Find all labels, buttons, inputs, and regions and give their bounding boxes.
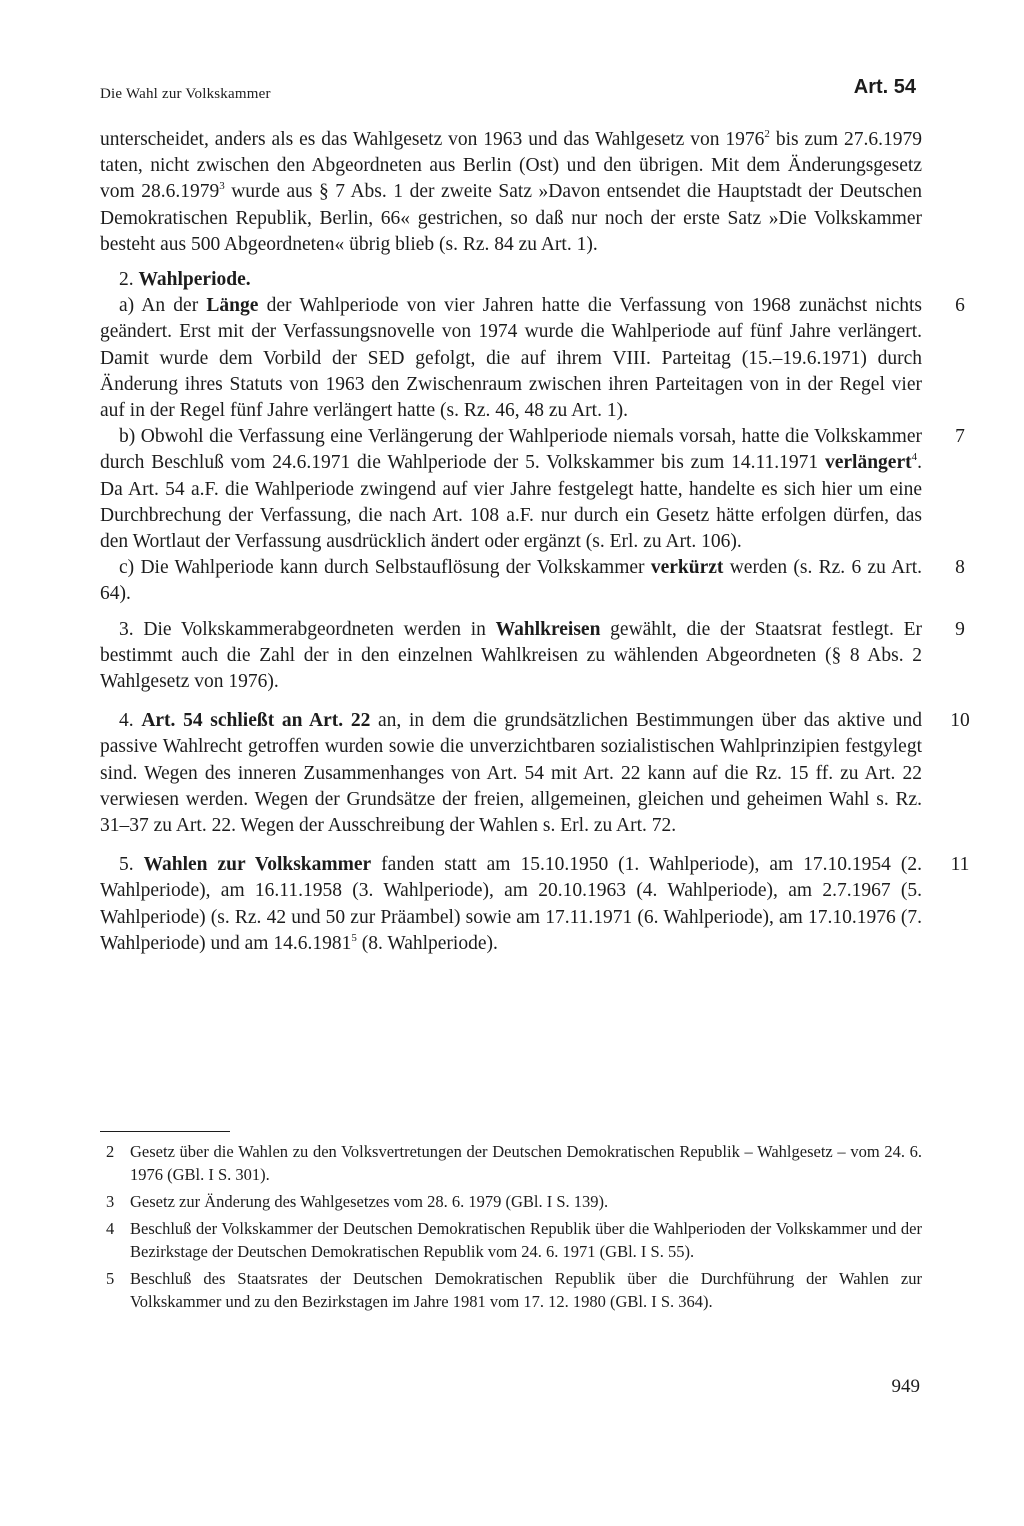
text-run: wurde aus § 7 Abs. 1 der zweite Satz »Davon entsendet die Hauptstadt der Deutschen Demokratischen Republik, Berlin, 66« gestrichen, so daß nur noch der erste Satz »Die Volkskammer besteht aus 500 Abgeordneten« übrig blieb (s. Rz. 84 zu Art. 1). — [100, 181, 923, 255]
footnotes — [100, 1140, 922, 1317]
body-text — [100, 127, 970, 957]
text-run: werden (s. Rz. 6 zu Art. 64). — [100, 557, 923, 605]
text-run: bis zum 27.6.1979 taten, nicht zwischen den Abgeordneten aus Berlin (Ost) und den übrigen. Mit dem Änderungsgesetz vom 28.6.1979 — [100, 129, 922, 203]
footnote-number: 4 — [106, 1219, 115, 1238]
footnote — [100, 1140, 922, 1186]
footnote-number: 5 — [106, 1269, 115, 1288]
text-run: b) Obwohl die Verfassung eine Verlängerung der Wahlperiode niemals vorsah, hatte die Volkskammer durch Beschluß vom 24.6.1971 die Wahlperiode der 5. Volkskammer bis zum 14.11.1971 — [100, 426, 922, 474]
text-run: fanden statt am 15.10.1950 (1. Wahlperiode), am 17.10.1954 (2. Wahlperiode), am 16.11.1958 (3. Wahlperiode), am 20.10.1963 (4. Wahlperiode), am 2.7.1967 (5. Wahlperiode) (s. Rz. 42 und 50 zur Präambel) sowie am 17.11.1971 (6. Wahlperiode), am 17.10.1976 (7. Wahlperiode) und am 14.6.1981 — [100, 854, 922, 954]
footnote-ref: 4 — [911, 451, 918, 464]
emphasis-text: Wahlkreisen — [495, 618, 601, 640]
text-run: 4. — [119, 710, 142, 732]
margin-number: 11 — [950, 854, 970, 876]
paragraph — [100, 617, 965, 696]
text-run: 2. — [119, 269, 139, 291]
emphasis-text: verkürzt — [650, 557, 724, 579]
text-run: c) Die Wahlperiode kann durch Selbstauflösung der Volkskammer — [119, 557, 651, 579]
paragraph — [100, 127, 922, 258]
margin-number: 9 — [955, 618, 965, 640]
emphasis-text: Wahlperiode. — [138, 269, 251, 291]
text-run: (8. Wahlperiode). — [356, 932, 498, 954]
footnote — [100, 1217, 922, 1263]
text-run: an, in dem die grundsätzlichen Bestimmungen über das aktive und passive Wahlrecht getroffen wurden sowie die unverzichtbaren sozialistischen Wahlprinzipien festgylegt sind. Wegen des inneren Zusammenhanges von Art. 54 mit Art. 22 kann auf die Rz. 15 ff. zu Art. 22 verwiesen werden. Wegen der Grundsätze der freien, allgemeinen, gleichen und geheimen Wahl s. Rz. 31–37 zu Art. 22. Wegen der Ausschreibung der Wahlen s. Erl. zu Art. 72. — [100, 710, 923, 837]
margin-number: 10 — [950, 710, 970, 732]
text-run: 3. Die Volkskammerabgeordneten werden in — [119, 618, 496, 640]
text-run: . Da Art. 54 a.F. die Wahlperiode zwingend auf vier Jahre festgelegt hatte, handelte es sich hier um eine Durchbrechung der Verfassung, die nach Art. 108 a.F. nur durch ein Gesetz hätte erfolgen dürfen, das den Wortlaut der Verfassung ausdrücklich ändert oder ergänzt (s. Erl. zu Art. 106). — [100, 452, 922, 553]
margin-number: 7 — [955, 426, 965, 448]
footnote-number: 2 — [106, 1142, 115, 1161]
footnote-text: Gesetz zur Änderung des Wahlgesetzes vom 28. 6. 1979 (GBl. I S. 139). — [130, 1192, 609, 1211]
emphasis-text: Länge — [206, 295, 259, 317]
emphasis-text: Art. 54 schließt an Art. 22 — [141, 710, 371, 732]
footnote-ref: 5 — [351, 931, 357, 944]
footnote-text: Beschluß des Staatsrates der Deutschen Demokratischen Republik über die Durchführung der Wahlen zur Volkskammer und zu den Bezirkstagen im Jahre 1981 vom 17. 12. 1980 (GBl. I S. 364). — [130, 1269, 922, 1311]
margin-number: 6 — [955, 295, 965, 317]
article-number: Art. 54 — [853, 76, 916, 98]
emphasis-text: verlängert — [824, 452, 912, 474]
paragraph — [100, 852, 970, 957]
paragraph — [100, 708, 970, 839]
text-run: gewählt, die der Staatsrat festlegt. Er bestimmt auch die Zahl der in den einzelnen Wahlkreisen zu wählenden Abgeordneten (§ 8 Abs. 2 Wahlgesetz von 1976). — [100, 618, 922, 693]
emphasis-text: Wahlen zur Volkskammer — [143, 854, 372, 876]
footnote-ref: 3 — [219, 180, 225, 193]
footnote-number: 3 — [106, 1192, 115, 1211]
text-run: der Wahlperiode von vier Jahren hatte die Verfassung von 1968 zunächst nichts geändert. Erst mit der Verfassungsnovelle von 1974 wurde die Wahlperiode auf fünf Jahre verlängert. Damit wurde dem Vorbild der SED gefolgt, die auf ihrem VIII. Parteitag (15.–19.6.1971) durch Änderung ihres Statuts von 1963 den Zwischenraum zwischen ihren Parteitagen von in der Regel vier auf in der Regel fünf Jahre verlängert hatte (s. Rz. 46, 48 zu Art. 1). — [100, 295, 922, 422]
paragraph — [100, 424, 965, 555]
text-run: 5. — [119, 854, 144, 876]
footnote-text: Beschluß der Volkskammer der Deutschen Demokratischen Republik über die Wahlperioden der Volkskammer und der Bezirkstage der Deutschen Demokratischen Republik vom 24. 6. 1971 (GBl. I S. 55). — [130, 1219, 922, 1261]
footnote-text: Gesetz über die Wahlen zu den Volksvertretungen der Deutschen Demokratischen Republik – Wahlgesetz – vom 24. 6. 1976 (GBl. I S. 301). — [130, 1142, 922, 1184]
text-run: unterscheidet, anders als es das Wahlgesetz von 1963 und das Wahlgesetz von 1976 — [100, 129, 765, 150]
paragraph — [100, 555, 965, 607]
footnote — [100, 1267, 922, 1313]
text-run: a) An der — [119, 295, 207, 317]
footnote — [100, 1190, 922, 1213]
footnote-ref: 2 — [764, 128, 770, 140]
page-number: 949 — [891, 1376, 920, 1397]
footnote-rule — [100, 1131, 230, 1132]
running-head: Die Wahl zur Volkskammer — [100, 86, 271, 102]
margin-number: 8 — [955, 557, 965, 579]
paragraph — [100, 293, 965, 424]
section-heading — [100, 267, 922, 293]
